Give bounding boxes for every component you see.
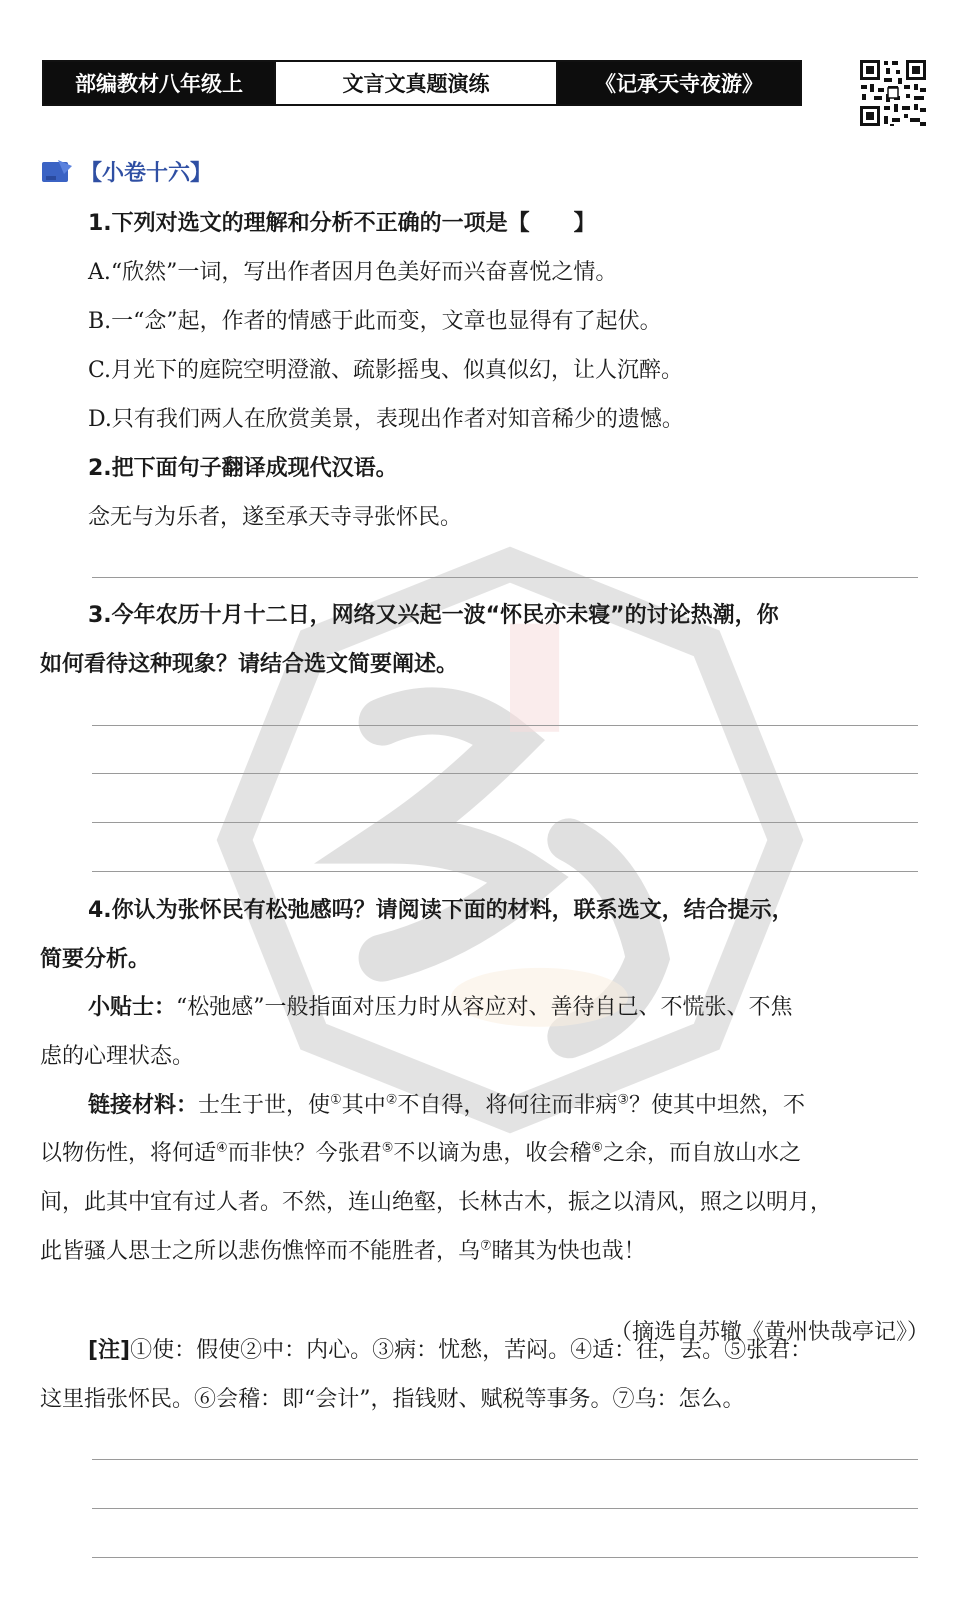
bookmark-icon [40,158,74,186]
q2-sentence: 念无与为乐者，遂至承天寺寻张怀民。 [88,505,463,530]
header-topic: 文言文真题演练 [274,62,558,104]
q1-option-d: D.只有我们两人在欣赏美景，表现出作者对知音稀少的遗憾。 [88,407,684,432]
material-source: （摘选自苏辙《黄州快哉亭记》） [609,1320,929,1345]
answer-line[interactable] [92,577,918,578]
q1-option-b: B.一“念”起，作者的情感于此而变，文章也显得有了起伏。 [88,309,662,334]
material-line2: 以物伤性，将何适④而非快？今张君⑤不以谪为患，收会稽⑥之余，而自放山水之 [40,1140,802,1166]
q2-stem: 2.把下面句子翻译成现代汉语。 [88,456,398,481]
tip-label: 小贴士： [88,995,177,1020]
answer-line[interactable] [92,1459,918,1460]
footnote-mark: ⑦ [480,1238,492,1254]
footnote-mark: ⑤ [381,1140,394,1156]
footnote-mark: ⑥ [591,1140,604,1156]
material-line3: 间，此其中宜有过人者。不然，连山绝壑，长林古木，振之以清风，照之以明月， [40,1190,833,1215]
q3-stem-line1: 3.今年农历十月十二日，网络又兴起一波“怀民亦未寝”的讨论热潮，你 [88,603,779,628]
header-lesson: 《记承天寺夜游》 [558,62,800,104]
material-line4: 此皆骚人思士之所以悲伤憔悴而不能胜者，乌⑦睹其为快也哉！ [40,1238,646,1264]
footnote-mark: ③ [617,1092,630,1108]
tip-text: “松弛感”一般指面对压力时从容应对、善待自己、不慌张、不焦 [176,995,793,1020]
q4-stem-line1: 4.你认为张怀民有松弛感吗？请阅读下面的材料，联系选文，结合提示， [88,898,794,923]
answer-line[interactable] [92,773,918,774]
qr-code-icon [858,58,928,128]
header-band [42,60,802,106]
q1-option-c: C.月光下的庭院空明澄澈、疏影摇曳、似真似幻，让人沉醉。 [88,358,684,383]
footnote-mark: ④ [216,1140,228,1156]
answer-line[interactable] [92,871,918,872]
q3-stem-line2: 如何看待这种现象？请结合选文简要阐述。 [40,652,459,677]
material-line1: 链接材料：士生于世，使①其中②不自得，将何往而非病③？使其中坦然，不 [88,1092,806,1118]
section-heading [40,156,212,187]
material-label: 链接材料： [88,1093,199,1118]
q4-tip-line2: 虑的心理状态。 [40,1044,195,1069]
note-label: [注] [88,1338,131,1363]
answer-line[interactable] [92,1557,918,1558]
footnote-mark: ① [330,1092,342,1108]
q4-stem-line2: 简要分析。 [40,947,151,972]
answer-line[interactable] [92,1508,918,1509]
q1-stem: 1.下列对选文的理解和分析不正确的一项是【 】 [88,211,596,236]
section-title: 【小卷十六】 [80,161,213,186]
seal-watermark-icon [215,545,805,1135]
answer-line[interactable] [92,725,918,726]
footnote-mark: ② [385,1092,398,1108]
q1-option-a: A.“欣然”一词，写出作者因月色美好而兴奋喜悦之情。 [88,260,618,285]
note-line2: 这里指张怀民。⑥会稽：即“会计”，指钱财、赋税等事务。⑦乌：怎么。 [40,1387,745,1412]
answer-line[interactable] [92,822,918,823]
note-line1: [注]①使：假使②中：内心。③病：忧愁，苦闷。④适：往，去。⑤张君： [88,1338,813,1363]
header-grade: 部编教材八年级上 [44,62,274,104]
q4-tip-line1 [88,993,793,1023]
